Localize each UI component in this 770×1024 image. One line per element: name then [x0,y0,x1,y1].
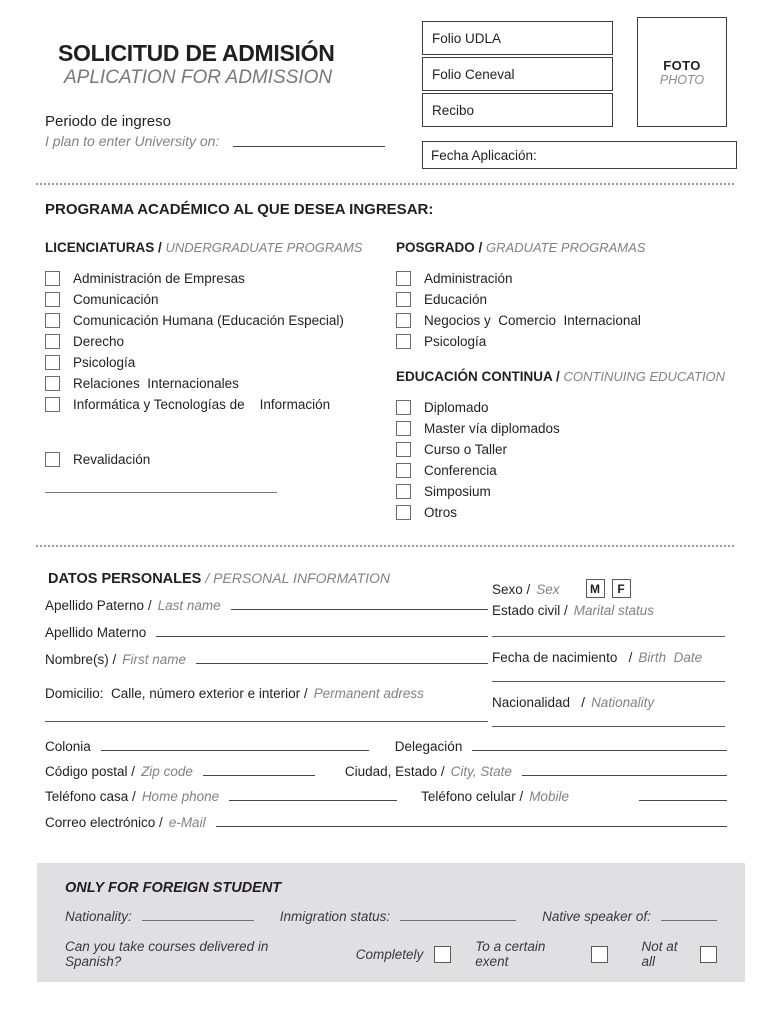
option-label: Relaciones Internacionales [73,376,239,391]
checkbox-comunicacion[interactable] [45,292,60,307]
email-hint: e-Mail [168,815,206,830]
birth-date-input-line[interactable] [492,681,725,682]
list-item [396,289,736,310]
entry-period-sublabel: I plan to enter University on: [45,133,220,149]
foreign-fields-row [65,909,717,924]
address-label: Domicilio: Calle, número exterior e interior / [45,686,308,701]
city-label: Ciudad, Estado / [344,764,445,779]
graduate-heading [396,240,736,255]
checkbox-administracion-pos[interactable] [396,271,411,286]
delegacion-input-line[interactable] [472,750,727,751]
program-section-title: PROGRAMA ACADÉMICO AL QUE DESEA INGRESAR: [45,201,434,218]
foreign-nationality-input-line[interactable] [142,920,254,921]
option-label: Diplomado [424,400,489,415]
nationality-input-line[interactable] [492,726,725,727]
email-input-line[interactable] [216,826,727,827]
first-name-hint: First name [122,652,187,667]
checkbox-psicologia-lic[interactable] [45,355,60,370]
recibo-field[interactable] [422,93,613,127]
checkbox-master-diplomados[interactable] [396,421,411,436]
revalidation-label: Revalidación [73,452,151,467]
foreign-student-box [37,863,745,982]
list-item [45,289,390,310]
entry-period-label: Periodo de ingreso [45,113,171,130]
dotted-divider-middle [36,545,734,547]
entry-period-block [45,113,385,149]
option-label: Otros [424,505,458,520]
option-label: Curso o Taller [424,442,508,457]
foreign-nationality-label: Nationality: [65,909,132,924]
colonia-delegacion-row [45,739,727,754]
option-label: Simposium [424,484,491,499]
option-label: Comunicación Humana (Educación Especial) [73,313,344,328]
city-input-line[interactable] [522,775,727,776]
application-date-field[interactable] [422,141,737,169]
checkbox-psicologia-pos[interactable] [396,334,411,349]
list-item [396,460,736,481]
last-name-label: Apellido Paterno / [45,598,152,613]
mobile-label: Teléfono celular / [421,789,524,804]
checkbox-otros[interactable] [396,505,411,520]
nationality-hint: Nationality [591,695,655,710]
foreign-box-title: ONLY FOR FOREIGN STUDENT [65,880,282,896]
colonia-input-line[interactable] [101,750,369,751]
photo-placeholder-box[interactable] [637,17,727,127]
zip-hint: Zip code [141,764,193,779]
checkbox-simposium[interactable] [396,484,411,499]
list-item [45,394,390,415]
home-phone-label: Teléfono casa / [45,789,136,804]
home-phone-input-line[interactable] [229,800,397,801]
sex-female-checkbox[interactable]: F [612,579,631,598]
continuing-heading-en: CONTINUING EDUCATION [563,369,726,384]
option-label: Psicología [424,334,487,349]
graduate-options-list [396,268,736,352]
list-item [45,373,390,394]
spanish-question-label: Can you take courses delivered in Spanish? [65,939,273,969]
address-input-line[interactable] [45,721,488,722]
folio-ceneval-label: Folio Ceneval [432,66,515,82]
certain-extent-label: To a certain exent [475,939,550,969]
option-label: Conferencia [424,463,497,478]
marital-status-row [492,603,725,618]
checkbox-educacion-pos[interactable] [396,292,411,307]
marital-status-hint: Marital status [573,603,655,618]
checkbox-conferencia[interactable] [396,463,411,478]
checkbox-informatica-tecnologias[interactable] [45,397,60,412]
continuing-options-list [396,397,736,523]
recibo-label: Recibo [432,102,475,118]
native-speaker-input-line[interactable] [661,920,717,921]
graduate-column [396,240,736,523]
photo-sublabel: PHOTO [659,72,705,87]
zip-city-row [45,764,727,779]
birth-date-row [492,650,725,665]
revalidation-input-line[interactable] [45,492,277,493]
option-label: Administración [424,271,513,286]
phones-row [45,789,727,804]
folio-ceneval-field[interactable] [422,57,613,91]
list-item [396,418,736,439]
birth-date-label: Fecha de nacimiento / [492,650,633,665]
first-name-row [45,652,488,667]
list-item [396,331,736,352]
city-hint: City, State [450,764,512,779]
not-at-all-label: Not at all [641,939,682,969]
list-item [45,310,390,331]
last-name-hint: Last name [157,598,221,613]
folio-udla-field[interactable] [422,21,613,55]
option-label: Derecho [73,334,125,349]
folio-boxes [422,21,613,129]
sex-male-checkbox[interactable]: M [586,579,605,598]
personal-section-title [48,570,390,587]
delegacion-label: Delegación [394,739,463,754]
option-label: Administración de Empresas [73,271,245,286]
last-name-row [45,598,488,613]
personal-title-es: DATOS PERSONALES [48,571,202,587]
nationality-label: Nacionalidad / [492,695,586,710]
list-item [45,331,390,352]
list-item [396,310,736,331]
undergraduate-heading-en: UNDERGRADUATE PROGRAMS [165,240,363,255]
immigration-status-input-line[interactable] [400,920,516,921]
list-item [45,352,390,373]
completely-label: Completely [355,946,424,962]
graduate-heading-es: POSGRADO / [396,240,483,255]
undergraduate-column [45,240,390,493]
list-item [45,268,390,289]
option-label: Informática y Tecnologías de Información [73,397,331,412]
checkbox-diplomado[interactable] [396,400,411,415]
application-date-label: Fecha Aplicación: [431,147,537,163]
nationality-row [492,695,725,710]
sex-row [492,579,725,599]
mother-last-name-row [45,625,488,640]
list-item [396,268,736,289]
checkbox-completely[interactable] [434,946,451,963]
entry-period-input-line[interactable] [233,146,385,147]
option-label: Master vía diplomados [424,421,560,436]
dotted-divider-top [36,183,734,185]
first-name-label: Nombre(s) / [45,652,117,667]
email-label: Correo electrónico / [45,815,163,830]
list-item [396,502,736,523]
personal-title-en: / PERSONAL INFORMATION [205,570,391,586]
birth-date-hint: Birth Date [638,650,703,665]
continuing-heading-es: EDUCACIÓN CONTINUA / [396,369,560,384]
option-label: Educación [424,292,488,307]
zip-label: Código postal / [45,764,136,779]
checkbox-derecho[interactable] [45,334,60,349]
spanish-question-row [65,939,717,969]
zip-input-line[interactable] [203,775,315,776]
mobile-hint: Mobile [529,789,569,804]
last-name-input-line[interactable] [231,609,488,610]
email-row [45,815,727,830]
checkbox-relaciones-internacionales[interactable] [45,376,60,391]
list-item [396,439,736,460]
undergraduate-options-list [45,268,390,415]
sex-hint: Sex [536,581,560,597]
native-speaker-label: Native speaker of: [542,909,651,924]
undergraduate-heading-es: LICENCIATURAS / [45,240,162,255]
mother-last-name-label: Apellido Materno [45,625,147,640]
colonia-label: Colonia [45,739,91,754]
graduate-heading-en: GRADUATE PROGRAMAS [486,240,646,255]
continuing-heading [396,369,736,384]
page-title: SOLICITUD DE ADMISIÓN [58,40,335,66]
option-label: Psicología [73,355,136,370]
option-label: Negocios y Comercio Internacional [424,313,641,328]
mobile-input-line[interactable] [639,800,727,801]
checkbox-admin-empresas[interactable] [45,271,60,286]
marital-status-input-line[interactable] [492,636,725,637]
mother-last-name-input-line[interactable] [156,636,488,637]
checkbox-negocios-comercio[interactable] [396,313,411,328]
list-item [396,397,736,418]
photo-label: FOTO [663,57,701,73]
home-phone-hint: Home phone [141,789,220,804]
page-subtitle: APLICATION FOR ADMISSION [64,67,333,88]
sex-label: Sexo / [492,581,531,597]
marital-status-label: Estado civil / [492,603,568,618]
address-hint: Permanent adress [313,686,424,701]
address-row [45,686,488,701]
list-item [396,481,736,502]
option-label: Comunicación [73,292,159,307]
checkbox-certain-extent[interactable] [591,946,608,963]
checkbox-not-at-all[interactable] [700,946,717,963]
checkbox-revalidacion[interactable] [45,452,60,467]
revalidation-row [45,449,390,470]
first-name-input-line[interactable] [196,663,488,664]
immigration-status-label: Inmigration status: [279,909,391,924]
checkbox-curso-taller[interactable] [396,442,411,457]
undergraduate-heading [45,240,390,255]
folio-udla-label: Folio UDLA [432,30,502,46]
checkbox-comunicacion-humana[interactable] [45,313,60,328]
